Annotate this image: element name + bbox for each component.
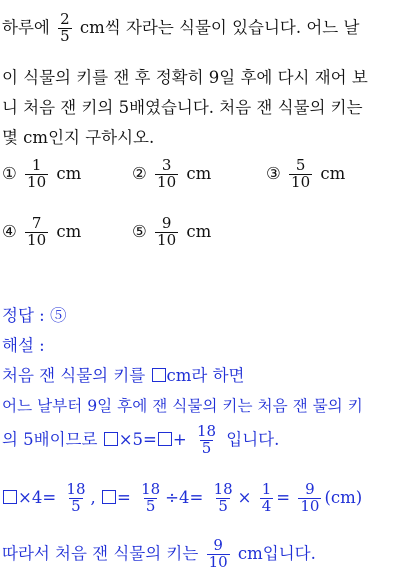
fraction [298, 482, 321, 515]
explanation-text: 처음 잰 식물의 키를 [2, 366, 146, 385]
fraction-numerator: 1 [261, 480, 272, 498]
choice-4[interactable] [2, 216, 81, 249]
fraction [139, 482, 162, 515]
choice-mark: ④ [2, 221, 17, 241]
explanation-text: cm라 하면 [166, 366, 245, 385]
choice-unit: cm [56, 163, 82, 183]
fraction [25, 158, 48, 191]
problem-line-1 [2, 12, 359, 45]
fraction-denominator: 10 [27, 230, 47, 249]
fraction-numerator: 9 [305, 480, 315, 498]
blank-box [102, 490, 116, 504]
choice-mark: ③ [266, 163, 281, 183]
problem-line-4: 몇 cm인지 구하시오. [2, 128, 155, 147]
explanation-text: cm입니다. [237, 543, 316, 563]
choice-unit: cm [186, 163, 212, 183]
choice-5[interactable] [132, 216, 211, 249]
explanation-equation [2, 482, 362, 515]
choice-3[interactable] [266, 158, 345, 191]
choice-mark: ① [2, 163, 17, 183]
fraction-denominator: 10 [300, 496, 320, 515]
fraction [25, 216, 48, 249]
unit-text: (cm) [324, 487, 363, 507]
fraction [207, 538, 230, 571]
fraction-numerator: 18 [196, 422, 217, 440]
problem-line-3: 니 처음 잰 키의 5배였습니다. 처음 잰 식물의 키는 [2, 98, 363, 117]
fraction-denominator: 10 [27, 172, 47, 191]
fraction-numerator: 9 [161, 214, 172, 232]
fraction-numerator: 18 [141, 480, 161, 498]
fraction [289, 158, 312, 191]
math-op: × [237, 487, 252, 507]
blank-box [3, 490, 17, 504]
choice-unit: cm [320, 163, 346, 183]
fraction [195, 424, 218, 457]
choice-mark: ② [132, 163, 147, 183]
answer-label: 정답 : [2, 306, 45, 325]
explanation-line-1 [2, 362, 244, 386]
math-op: = [276, 487, 291, 507]
explanation-line-2: 어느 날부터 9일 후에 잰 식물의 키는 처음 잰 물의 키 [2, 397, 363, 415]
explanation-line-3 [2, 424, 279, 457]
explanation-text: 의 5배이므로 [2, 429, 98, 449]
fraction-denominator: 5 [201, 438, 212, 457]
fraction-numerator: 9 [213, 536, 223, 554]
fraction-numerator: 5 [295, 156, 306, 174]
fraction [155, 158, 178, 191]
explanation-label: 해설 : [2, 336, 45, 355]
choice-1[interactable] [2, 158, 81, 191]
choice-mark: ⑤ [132, 221, 147, 241]
explanation-text: 입니다. [226, 429, 280, 449]
choice-2[interactable] [132, 158, 211, 191]
fraction-numerator: 7 [31, 214, 42, 232]
math-op: ÷4= [165, 487, 204, 507]
fraction [58, 12, 72, 45]
fraction-denominator: 10 [291, 172, 311, 191]
math-op: ×5= [118, 429, 157, 449]
fraction-denominator: 5 [60, 26, 70, 45]
fraction [212, 482, 235, 515]
fraction-denominator: 5 [71, 496, 81, 515]
problem-line-2: 이 식물의 키를 잰 후 정확히 9일 후에 다시 재어 보 [2, 68, 368, 87]
choice-unit: cm [56, 221, 82, 241]
fraction-numerator: 1 [31, 156, 42, 174]
fraction-numerator: 3 [161, 156, 172, 174]
fraction-denominator: 5 [218, 496, 228, 515]
fraction-denominator: 10 [157, 230, 177, 249]
problem-text: 하루에 [2, 17, 50, 37]
fraction-denominator: 10 [208, 552, 228, 571]
answer-value: ⑤ [49, 306, 67, 325]
math-op: + [172, 429, 187, 449]
fraction-denominator: 5 [145, 496, 156, 515]
fraction [64, 482, 87, 515]
fraction-numerator: 2 [60, 10, 70, 28]
math-op: ×4= [18, 487, 57, 507]
choice-unit: cm [186, 221, 212, 241]
fraction-numerator: 18 [66, 480, 86, 498]
fraction-denominator: 4 [261, 496, 272, 515]
fraction [260, 482, 274, 515]
fraction-numerator: 18 [213, 480, 233, 498]
fraction [155, 216, 178, 249]
blank-box [152, 368, 166, 382]
fraction-denominator: 10 [157, 172, 177, 191]
explanation-conclusion [2, 538, 316, 571]
math-op: , [90, 487, 96, 507]
problem-text: cm씩 자라는 식물이 있습니다. 어느 날 [79, 17, 360, 37]
blank-box [158, 432, 172, 446]
answer-line [2, 302, 66, 326]
blank-box [104, 432, 118, 446]
math-op: = [117, 487, 131, 507]
explanation-text: 따라서 처음 잰 식물의 키는 [2, 543, 199, 563]
